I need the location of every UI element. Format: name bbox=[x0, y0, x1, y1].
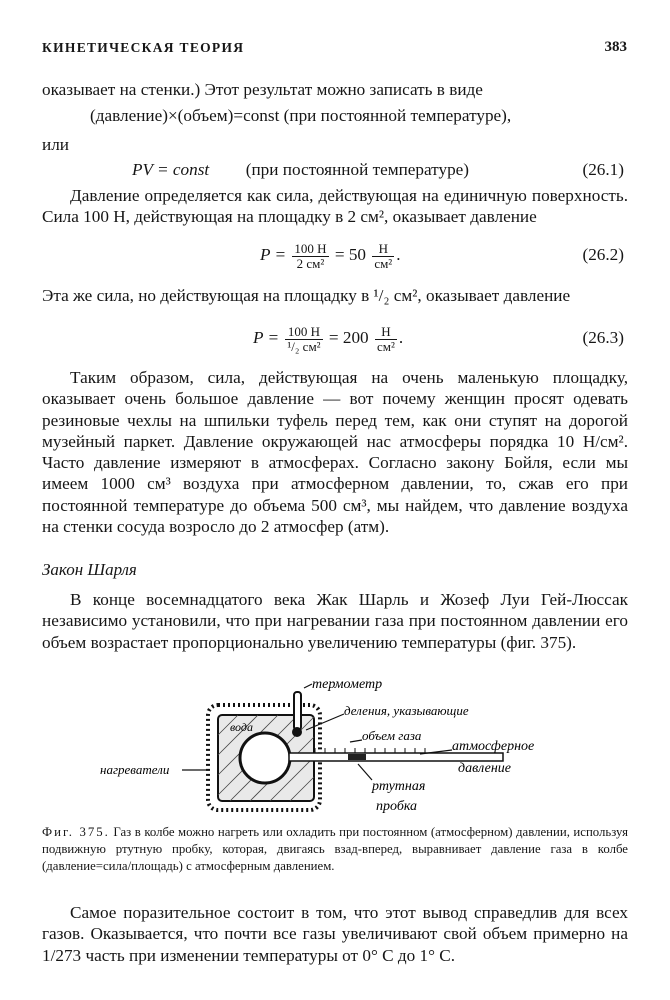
label-thermometer: термометр bbox=[312, 677, 383, 692]
thermometer bbox=[294, 692, 301, 730]
eq-end: . bbox=[396, 245, 401, 264]
label-atm-1: атмосферное bbox=[452, 739, 535, 754]
unit-fraction bbox=[372, 242, 394, 271]
running-head: КИНЕТИЧЕСКАЯ ТЕОРИЯ bbox=[42, 40, 245, 55]
page-number: 383 bbox=[604, 39, 627, 55]
thermometer-bulb bbox=[292, 727, 302, 737]
unit-num: Н bbox=[375, 325, 397, 340]
label-divisions-2: объем газа bbox=[362, 728, 422, 743]
fraction-num: 100 Н bbox=[294, 240, 327, 256]
section-title: Закон Шарля bbox=[42, 560, 137, 579]
label-divisions-1: деления, указывающие bbox=[344, 703, 469, 718]
paragraph-final: Самое поразительное состоит в том, что этот вывод справедлив для всех газов. Оказывается, что почти все газы увеличивают свой объем примерно на 1/273 часть при изменении температуры от 0° С до 1° С. bbox=[42, 903, 628, 965]
text-line: оказывает на стенки.) Этот результат можно записать в виде bbox=[42, 80, 483, 99]
pv-formula: PV = const bbox=[132, 160, 210, 179]
eq-lhs: P = bbox=[253, 328, 280, 347]
paragraph-charles: В конце восемнадцатого века Жак Шарль и Жозеф Луи Гей-Люссак независимо установили, что при нагревании газа при постоянном давлении его объем возрастает пропорционально увеличению температуры (фиг. 375). bbox=[42, 590, 628, 652]
equation-26-2 bbox=[260, 240, 401, 271]
eq-end: . bbox=[398, 328, 404, 347]
gas-tube bbox=[289, 753, 503, 761]
caption-text: Газ в колбе можно нагреть или охладить при постоянном (атмосферном) давлении, используя подвижную ртутную пробку, которая, двигаясь взад-вперед, выравнивает давление газа в колбе (давление=сила/площадь) с атмосферным давлением. bbox=[42, 825, 629, 873]
fraction-num: 100 Н bbox=[285, 325, 322, 340]
eq-value: = 200 bbox=[328, 328, 369, 347]
figure-375 bbox=[100, 670, 580, 820]
fraction bbox=[285, 325, 322, 354]
unit-num: Н bbox=[372, 242, 394, 257]
label-plug-1: ртутная bbox=[372, 779, 426, 794]
paragraph-same-force: Эта же сила, но действующая на площадку в ¹/₂ см², оказывает давление bbox=[42, 286, 571, 305]
mercury-plug bbox=[348, 754, 366, 760]
pv-condition: (при постоянной температуре) bbox=[245, 160, 470, 179]
text-or: или bbox=[42, 135, 69, 154]
label-heater: нагреватели bbox=[100, 762, 170, 777]
unit-fraction bbox=[375, 325, 397, 354]
equation-number-26-2: (26.2) bbox=[582, 245, 624, 264]
label-atm-2: давление bbox=[458, 761, 511, 776]
equation-number-26-1: (26.1) bbox=[582, 160, 624, 179]
paragraph-pressure: Давление определяется как сила, действующая на единичную поверхность. Сила 100 Н, действующая на площадку в 2 см², оказывает давление bbox=[42, 186, 628, 227]
paragraph-small-area: Таким образом, сила, действующая на очень маленькую площадку, оказывает очень большое давление — вот почему женщин просят одевать резиновые чехлы на шпильки туфель перед тем, как они ступят на дорогой музейный паркет. Давление окружающей нас атмосферы порядка 10 Н/см². Часто давление измеряют в атмосферах. Согласно закону Бойля, если мы имеем 1000 см³ воздуха при атмосферном давлении, то, сжав его при постоянной температуре до объема 500 см³, мы найдем, что давление воздуха на стенки сосуда возросло до 2 атмосфер (атм). bbox=[42, 368, 628, 537]
eq-lhs: P = bbox=[260, 245, 287, 264]
label-water: вода bbox=[230, 720, 253, 734]
unit-den: см² bbox=[376, 338, 395, 354]
figure-caption bbox=[42, 824, 628, 875]
law-statement: (давление)×(объем)=const (при постоянной температуре), bbox=[90, 106, 512, 125]
equation-26-3 bbox=[253, 323, 403, 354]
caption-lead: Фиг. 375. bbox=[42, 825, 110, 839]
flask bbox=[240, 733, 290, 783]
fraction-den: 2 см² bbox=[296, 255, 325, 271]
equation-number-26-3: (26.3) bbox=[582, 328, 624, 347]
fraction bbox=[292, 242, 328, 271]
fraction-den: ¹/₂ см² bbox=[287, 338, 321, 354]
equation-pv bbox=[132, 160, 469, 180]
eq-value: = 50 bbox=[334, 245, 367, 264]
unit-den: см² bbox=[374, 255, 393, 271]
label-plug-2: пробка bbox=[376, 799, 418, 814]
